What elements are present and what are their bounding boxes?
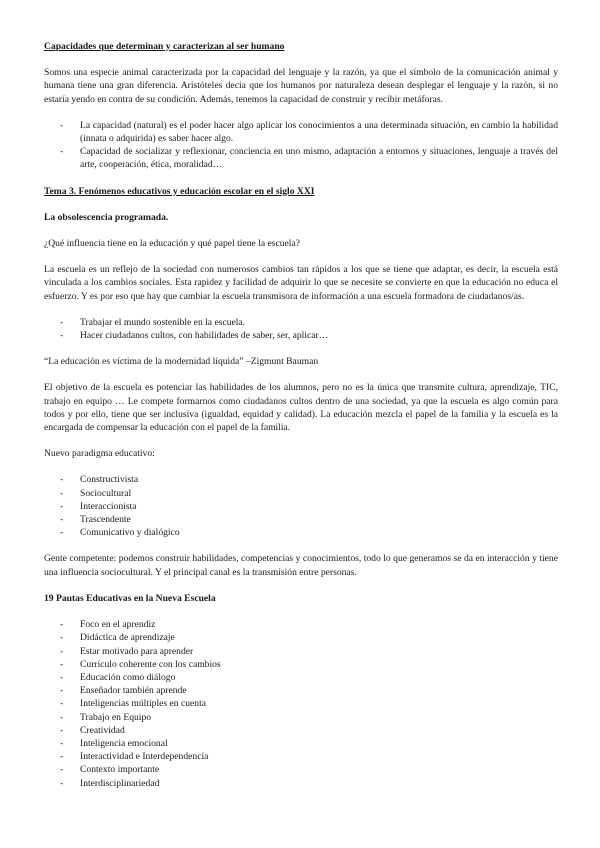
list-item: - Interaccionista <box>44 500 558 513</box>
list-item: - Estar motivado para aprender <box>44 645 558 658</box>
section2-paragraph1: La escuela es un reflejo de la sociedad con numerosos cambios tan rápidos a los que se tiene que adaptar, es decir, la escuela está vinculada a los cambios sociales. Esta rapidez y facilidad de adquirir lo que se necesite se convierte en que la educación no educa el esfuerzo. Y es por eso que hay que cambiar la escuela transmisora de información a una escuela formadora de ciudadanos/as. <box>44 264 558 302</box>
section2-paragraph3: Gente competente: podemos construir habilidades, competencias y conocimientos, todo lo que generamos se da en interacción y tiene una influencia sociocultural. Y el principal canal es la transmisión entre personas. <box>44 553 558 578</box>
section1-paragraph: Somos una especie animal caracterizada por la capacidad del lenguaje y la razón, ya que el símbolo de la comunicación animal y humana tiene una gran diferencia. Aristóteles decía que los humanos por naturaleza desean desplegar el lenguaje y la razón, si no estaría yendo en contra de su condición. Además, tenemos la capacidad de construir y recibir metáforas. <box>44 67 558 105</box>
section1-bullet-list <box>44 119 558 172</box>
document-page <box>44 40 558 790</box>
section2-question: ¿Qué influencia tiene en la educación y qué papel tiene la escuela? <box>44 238 300 250</box>
list-item: - Trabajar el mundo sostenible en la escuela. <box>44 316 558 329</box>
list-item: - Sociocultural <box>44 487 558 500</box>
section3-heading: 19 Pautas Educativas en la Nueva Escuela <box>44 592 216 604</box>
list-item: - Foco en el aprendiz <box>44 618 558 631</box>
section2-quote: “La educación es víctima de la modernidad líquida” –Zigmunt Bauman <box>44 356 319 368</box>
list-item: - Currículo coherente con los cambios <box>44 658 558 671</box>
pautas-list <box>44 618 558 790</box>
list-item: - Hacer ciudadanos cultos, con habilidades de saber, ser, aplicar… <box>44 329 558 342</box>
list-item: - Comunicativo y dialógico <box>44 526 558 539</box>
list-item: - Trascendente <box>44 513 558 526</box>
section2-heading: Tema 3. Fenómenos educativos y educación escolar en el siglo XXI <box>44 185 315 197</box>
list-item: - Constructivista <box>44 473 558 486</box>
list-item: - Trabajo en Equipo <box>44 711 558 724</box>
list-item: - Inteligencias múltiples en cuenta <box>44 697 558 710</box>
list-item: - Didáctica de aprendizaje <box>44 631 558 644</box>
list-item: - La capacidad (natural) es el poder hacer algo aplicar los conocimientos a una determinada situación, en cambio la habilidad (innata o adquirida) es saber hacer algo. <box>44 119 558 145</box>
list-item: - Interdisciplinariedad <box>44 777 558 790</box>
paradigm-label: Nuevo paradigma educativo: <box>44 448 155 460</box>
list-item: - Inteligencia emocional <box>44 737 558 750</box>
list-item: - Contexto importante <box>44 763 558 776</box>
section1-heading: Capacidades que determinan y caracterizan al ser humano <box>44 41 285 52</box>
section2-subheading: La obsolescencia programada. <box>44 211 169 223</box>
list-item: - Enseñador también aprende <box>44 684 558 697</box>
list-item: - Interactividad e Interdependencia <box>44 750 558 763</box>
section2-paragraph2: El objetivo de la escuela es potenciar las habilidades de los alumnos, pero no es la única que transmite cultura, aprendizaje, TIC, trabajo en equipo … Le compete formarnos como ciudadanos cultos dentro de una sociedad, ya que la escuela es algo común para todos y por ello, tiene que ser inclusiva (igualdad, equidad y calidad). La educación mezcla el papel de la familia y la escuela es la encargada de compensar la educación con el papel de la familia. <box>44 382 558 434</box>
list-item: - Capacidad de socializar y reflexionar, conciencia en uno mismo, adaptación a entornos y situaciones, lenguaje a través del arte, cooperación, ética, moralidad… <box>44 145 558 171</box>
section2-bullet-list <box>44 316 558 342</box>
paradigm-list <box>44 473 558 539</box>
list-item: - Educación como diálogo <box>44 671 558 684</box>
list-item: - Creatividad <box>44 724 558 737</box>
